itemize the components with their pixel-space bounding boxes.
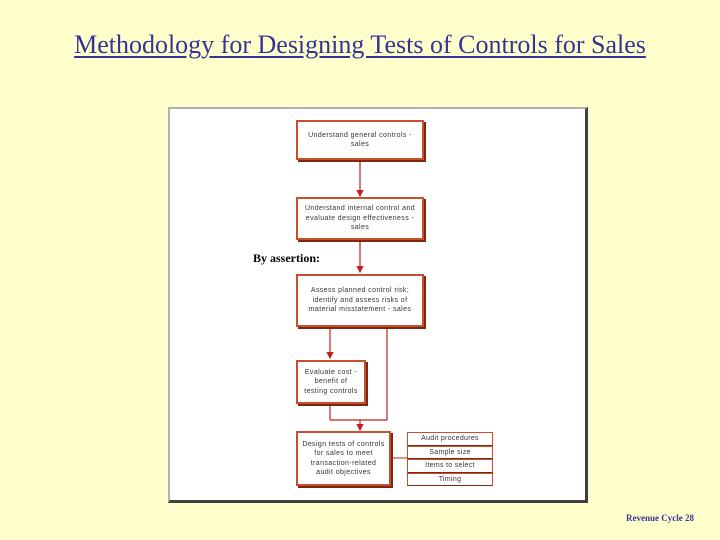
audit-considerations-list (407, 432, 493, 486)
step-evaluate-cost-benefit (296, 360, 366, 404)
slide-footer: Revenue Cycle 28 (626, 513, 694, 523)
step-assess-control-risk (296, 274, 424, 327)
audit-item: Items to select (407, 459, 493, 473)
audit-item: Timing (407, 473, 493, 487)
audit-item: Audit procedures (407, 432, 493, 446)
step-understand-internal-control (296, 197, 424, 240)
audit-item: Sample size (407, 446, 493, 460)
step-understand-general-controls (296, 120, 424, 160)
step-design-tests (296, 431, 391, 486)
step-understand-general-controls-label: Understand general controls - sales (308, 131, 412, 148)
step-assess-control-risk-label: Assess planned control risk; identify and assess risks of material misstatement - sales (308, 287, 412, 314)
step-design-tests-label: Design tests of controls for sales to meet transaction-related audit objectives (302, 440, 385, 476)
assertion-label: By assertion: (253, 251, 320, 265)
step-evaluate-cost-benefit-label: Evaluate cost -benefit of testing controls (304, 368, 358, 395)
step-understand-internal-control-label: Understand internal control and evaluate design effectiveness - sales (304, 205, 416, 232)
slide-title: Methodology for Designing Tests of Controls for Sales (74, 30, 646, 59)
